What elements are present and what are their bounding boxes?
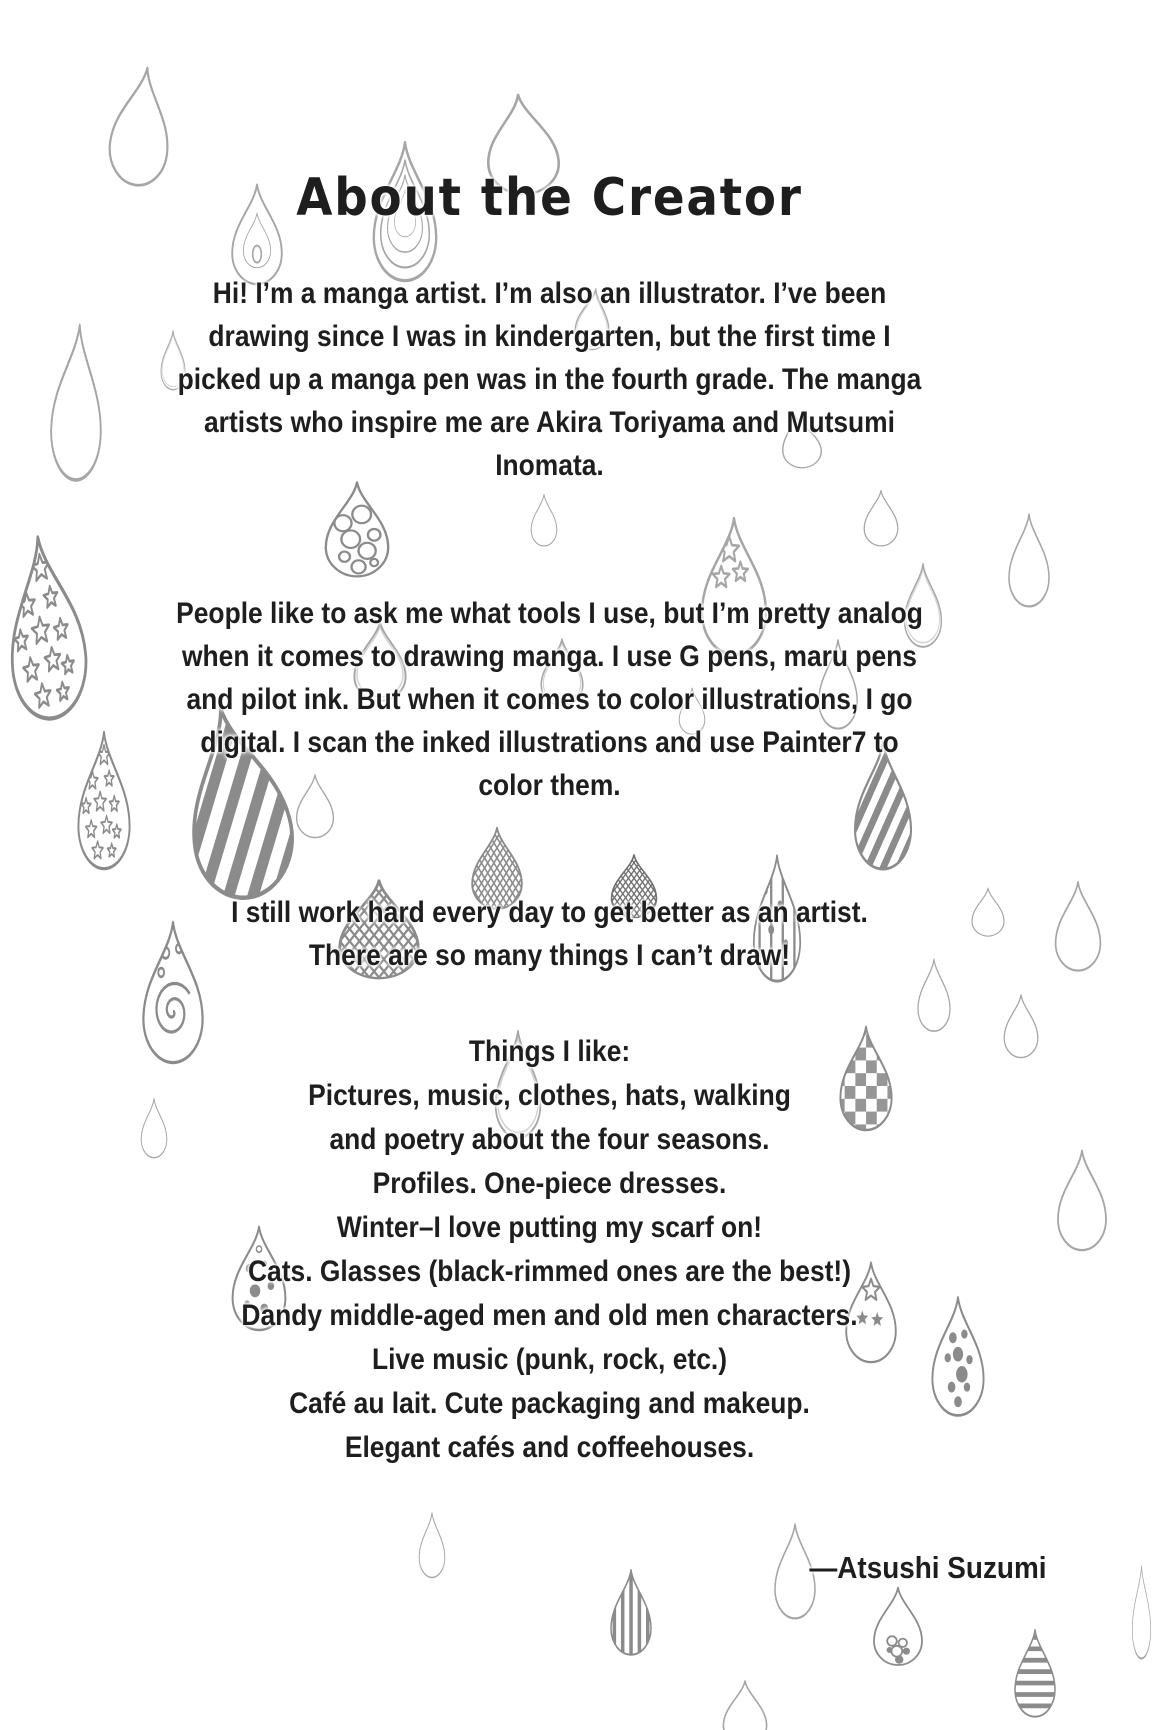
raindrop-doodle — [531, 494, 557, 546]
text-line: There are so many things I can’t draw! — [308, 939, 791, 972]
text-line: Live music (punk, rock, etc.) — [371, 1343, 728, 1376]
text-line: Inomata. — [495, 449, 604, 482]
text-line: picked up a manga pen was in the fourth grade. The manga — [177, 363, 922, 396]
raindrop-doodle — [419, 1513, 445, 1578]
text-line: drawing since I was in kindergarten, but the first time I — [208, 320, 891, 353]
text-line: Profiles. One-piece dresses. — [372, 1167, 727, 1200]
page-title: About the Creator — [296, 168, 803, 228]
text-line: artists who inspire me are Akira Toriyama and Mutsumi — [203, 406, 895, 439]
text-line: Hi! I’m a manga artist. I’m also an illustrator. I’ve been — [212, 277, 887, 310]
work-hard-paragraph — [85, 891, 1013, 977]
raindrop-doodle — [1, 529, 90, 725]
text-line: Things I like: — [468, 1035, 631, 1068]
text-line: digital. I scan the inked illustrations and use Painter7 to — [200, 726, 899, 759]
text-line: color them. — [478, 769, 621, 802]
raindrop-doodle — [1132, 1566, 1150, 1658]
raindrop-doodle — [1058, 1151, 1106, 1251]
text-line: Pictures, music, clothes, hats, walking — [308, 1079, 791, 1112]
raindrop-doodle — [723, 1681, 766, 1730]
raindrop-doodle — [326, 482, 388, 576]
text-line: Winter–I love putting my scarf on! — [336, 1211, 763, 1244]
tools-paragraph — [85, 592, 1013, 807]
text-line: Elegant cafés and coffeehouses. — [344, 1431, 755, 1464]
text-line: Café au lait. Cute packaging and makeup. — [289, 1387, 810, 1420]
raindrop-doodle — [1056, 882, 1101, 970]
text-line: Cats. Glasses (black-rimmed ones are the best!) — [247, 1255, 852, 1288]
text-line: and pilot ink. But when it comes to color illustrations, I go — [186, 683, 913, 716]
text-line: I still work hard every day to get better as an artist. — [231, 896, 868, 929]
creator-signature: —Atsushi Suzumi — [809, 1550, 1047, 1585]
intro-paragraph — [85, 272, 1013, 487]
raindrop-doodle — [1010, 1630, 1060, 1717]
text-line: and poetry about the four seasons. — [329, 1123, 770, 1156]
raindrop-doodle — [611, 1566, 651, 1658]
text-line: People like to ask me what tools I use, but I’m pretty analog — [176, 597, 923, 630]
raindrop-doodle — [864, 491, 898, 546]
things-i-like-list — [85, 1030, 1013, 1470]
raindrop-doodle — [1009, 514, 1049, 606]
raindrop-doodle — [874, 1588, 922, 1665]
text-line: Dandy middle-aged men and old men characters. — [241, 1299, 858, 1332]
text-line: when it comes to drawing manga. I use G pens, maru pens — [182, 640, 917, 673]
